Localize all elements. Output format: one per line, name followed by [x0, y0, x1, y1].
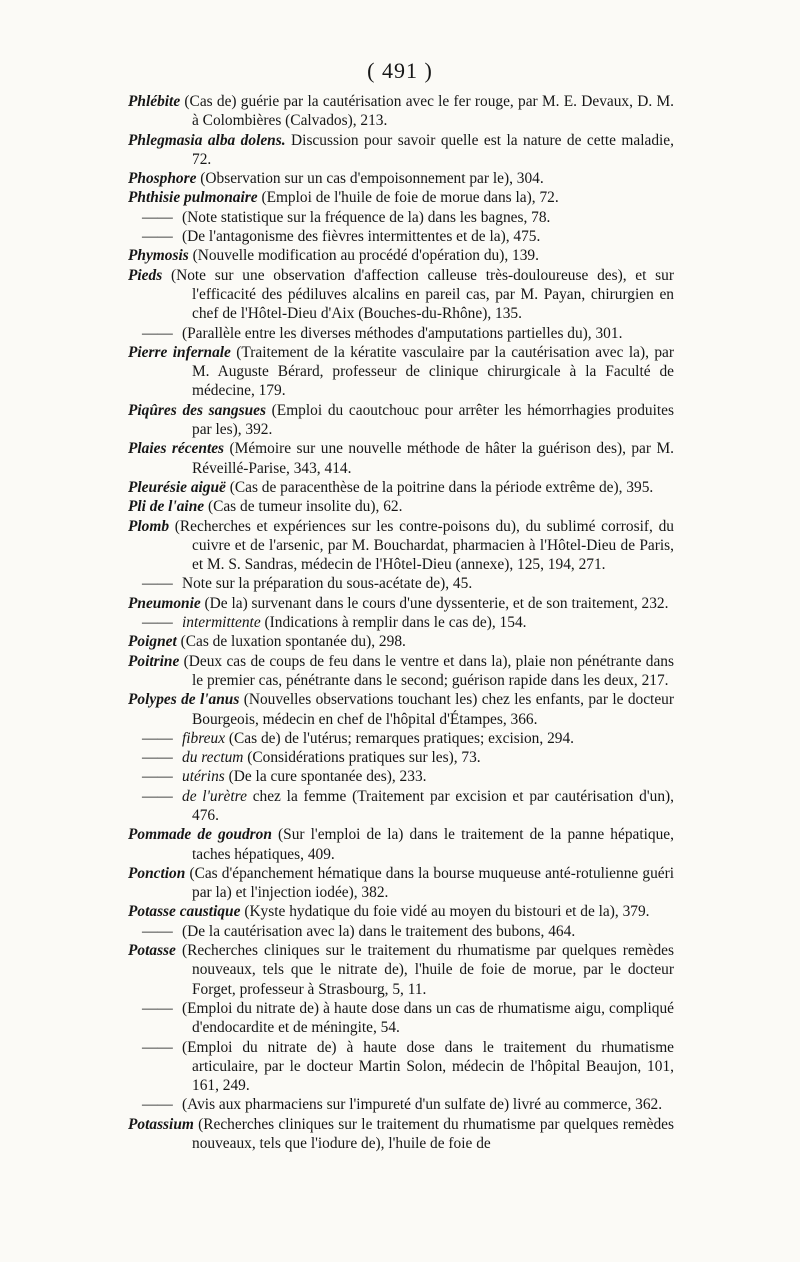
- index-entry: [128, 632, 674, 651]
- entry-term: Pneumonie: [128, 594, 201, 612]
- entry-text: (Emploi du caoutchouc pour arrêter les hémorrhagies produites par les), 392.: [192, 401, 674, 439]
- continuation-dash: ——: [142, 575, 173, 593]
- continuation-dash: ——: [142, 922, 173, 940]
- index-entry: [128, 497, 674, 516]
- entry-text: (Nouvelle modification au procédé d'opération du), 139.: [192, 247, 539, 265]
- entry-term: Plomb: [128, 517, 170, 535]
- index-entry: [128, 478, 674, 497]
- entry-term: fibreux: [182, 729, 226, 747]
- page-number: ( 491 ): [367, 58, 433, 83]
- index-entry: [128, 401, 674, 440]
- entry-text: (Deux cas de coups de feu dans le ventre et dans la), plaie non pénétrante dans le premier cas, pénétrante dans le second; guérison rapide dans les deux, 217.: [183, 652, 674, 689]
- entry-text: (Indications à remplir dans le cas de), 154.: [264, 614, 527, 632]
- continuation-dash: ——: [142, 999, 173, 1017]
- entry-text: (Cas de) guérie par la cautérisation avec le fer rouge, par M. E. Devaux, D. M. à Colombières (Calvados), 213.: [184, 93, 674, 130]
- entry-term: utérins: [182, 768, 225, 786]
- index-entry: [128, 690, 674, 729]
- entry-text: (Note sur une observation d'affection calleuse très-douloureuse des), et sur l'efficacité des pédiluves alcalins en pareil cas, par M. Payan, chirurgien en chef de l'Hôtel-Dieu d'Aix (Bouches-du-Rhône), 135.: [170, 266, 674, 323]
- entry-text: (Emploi du nitrate de) à haute dose dans un cas de rhumatisme aigu, compliqué d'endocardite et de méningite, 54.: [182, 999, 674, 1037]
- continuation-dash: ——: [142, 768, 173, 786]
- entry-text: (Observation sur un cas d'empoisonnement par le), 304.: [200, 170, 544, 188]
- continuation-dash: ——: [142, 749, 173, 767]
- index-entry: [128, 902, 674, 921]
- index-entry: [128, 652, 674, 691]
- entry-text: (Parallèle entre les diverses méthodes d'amputations partielles du), 301.: [182, 324, 623, 342]
- index-entry: [128, 343, 674, 401]
- entry-text: (Cas d'épanchement hématique dans la bourse muqueuse anté-rotulienne guéri par la) et l'injection iodée), 382.: [189, 864, 674, 902]
- index-entry: [128, 266, 674, 324]
- continuation-dash: ——: [142, 787, 173, 805]
- entry-term: Pierre infernale: [128, 343, 231, 361]
- entry-text: (Note statistique sur la fréquence de la) dans les bagnes, 78.: [182, 208, 551, 226]
- continuation-dash: ——: [142, 1038, 173, 1056]
- entry-term: Poitrine: [128, 652, 180, 670]
- index-entry: [128, 941, 674, 999]
- index-entry: [128, 131, 674, 170]
- entry-text: (Cas de tumeur insolite du), 62.: [207, 498, 403, 516]
- entry-term: Potasse caustique: [128, 903, 241, 921]
- entry-text: (De la) survenant dans le cours d'une dyssenterie, et de son traitement, 232.: [204, 594, 669, 612]
- index-entry: [128, 748, 674, 767]
- index-entry: [128, 613, 674, 632]
- entry-term: Phthisie pulmonaire: [128, 189, 258, 207]
- entry-term: Phymosis: [128, 247, 189, 265]
- index-entry: [128, 169, 674, 188]
- entry-term: Pieds: [128, 266, 163, 284]
- index-entry: [128, 1115, 674, 1154]
- entry-term: Potasse: [128, 942, 176, 960]
- continuation-dash: ——: [142, 208, 173, 226]
- entry-term: Polypes de l'anus: [128, 691, 240, 709]
- entry-term: Ponction: [128, 864, 186, 882]
- entry-text: (De l'antagonisme des fièvres intermittentes et de la), 475.: [182, 228, 541, 246]
- entry-text: (Recherches cliniques sur le traitement du rhumatisme par quelques remèdes nouveaux, tels que le nitrate de), l'huile de foie de morue, par le docteur Forget, professeur à Strasbourg, 5, 11.: [181, 942, 674, 998]
- index-entry: [128, 227, 674, 246]
- entry-text: (Recherches et expériences sur les contre-poisons du), du sublimé corrosif, du cuivre et de l'arsenic, par M. Bouchardat, pharmacien à l'Hôtel-Dieu de Paris, et M. S. Sandras, médecin de l'Hôtel-Dieu (annexe), 125, 194, 271.: [174, 517, 674, 574]
- entry-term: Plaies récentes: [128, 440, 225, 458]
- index-entry: [128, 246, 674, 265]
- entry-term: intermittente: [182, 614, 261, 632]
- index-entry: [128, 439, 674, 478]
- continuation-dash: ——: [142, 1096, 173, 1114]
- entry-text: (Cas de paracenthèse de la poitrine dans la période extrême de), 395.: [229, 478, 654, 496]
- entry-text: (Traitement de la kératite vasculaire par la cautérisation avec la), par M. Auguste Bérard, professeur de clinique chirurgicale à la Faculté de médecine, 179.: [192, 343, 674, 400]
- index-entry: [128, 517, 674, 575]
- index-entry: [128, 92, 674, 131]
- index-entry: [128, 1038, 674, 1096]
- entry-text: (De la cure spontanée des), 233.: [228, 768, 427, 786]
- entry-text: (Mémoire sur une nouvelle méthode de hâter la guérison des), par M. Réveillé-Parise, 343, 414.: [192, 440, 674, 477]
- index-entry: [128, 922, 674, 941]
- entry-term: Phosphore: [128, 170, 197, 188]
- entry-term: Pommade de goudron: [128, 826, 272, 844]
- entry-term: du rectum: [182, 749, 244, 767]
- entry-term: Potassium: [128, 1115, 194, 1133]
- index-entry: [128, 188, 674, 207]
- entry-term: Phlegmasia alba dolens.: [128, 131, 286, 149]
- entry-term: Piqûres des sangsues: [128, 401, 266, 419]
- index-entry: [128, 594, 674, 613]
- continuation-dash: ——: [142, 324, 173, 342]
- entry-term: Pleurésie aiguë: [128, 478, 226, 496]
- entry-text: (Considérations pratiques sur les), 73.: [247, 749, 481, 767]
- index-entry: [128, 208, 674, 227]
- index-entry: [128, 1095, 674, 1114]
- entry-text: (Kyste hydatique du foie vidé au moyen du bistouri et de la), 379.: [244, 903, 650, 921]
- entry-text: chez la femme (Traitement par excision et par cautérisation d'un), 476.: [192, 787, 674, 824]
- entry-term: de l'urètre: [182, 787, 247, 805]
- entry-term: Poignet: [128, 633, 177, 651]
- index-entry: [128, 574, 674, 593]
- entry-text: (Avis aux pharmaciens sur l'impureté d'un sulfate de) livré au commerce, 362.: [182, 1096, 663, 1114]
- entry-text: (Emploi de l'huile de foie de morue dans la), 72.: [261, 189, 559, 207]
- index-entry: [128, 767, 674, 786]
- index-entry: [128, 729, 674, 748]
- continuation-dash: ——: [142, 614, 173, 632]
- index-body: [128, 92, 674, 1153]
- entry-text: (De la cautérisation avec la) dans le traitement des bubons, 464.: [182, 922, 576, 940]
- index-entry: [128, 999, 674, 1038]
- entry-text: (Sur l'emploi de la) dans le traitement de la panne hépatique, taches hépatiques, 409.: [192, 826, 674, 863]
- continuation-dash: ——: [142, 228, 173, 246]
- entry-text: (Recherches cliniques sur le traitement du rhumatisme par quelques remèdes nouveaux, tels que l'iodure de), l'huile de foie de: [192, 1115, 674, 1153]
- entry-text: (Emploi du nitrate de) à haute dose dans le traitement du rhumatisme articulaire, par le docteur Martin Solon, médecin de l'hôpital Beaujon, 101, 161, 249.: [182, 1038, 674, 1095]
- entry-text: (Cas de luxation spontanée du), 298.: [180, 633, 406, 651]
- entry-text: (Cas de) de l'utérus; remarques pratiques; excision, 294.: [228, 729, 575, 747]
- index-entry: [128, 864, 674, 903]
- index-entry: [128, 787, 674, 826]
- entry-text: Discussion pour savoir quelle est la nature de cette maladie, 72.: [192, 131, 674, 168]
- entry-text: (Nouvelles observations touchant les) chez les enfants, par le docteur Bourgeois, médecin en chef de l'hôpital d'Étampes, 366.: [192, 691, 674, 728]
- continuation-dash: ——: [142, 729, 173, 747]
- entry-term: Phlébite: [128, 93, 181, 110]
- entry-text: Note sur la préparation du sous-acétate de), 45.: [182, 575, 473, 593]
- entry-term: Pli de l'aine: [128, 498, 205, 516]
- index-entry: [128, 324, 674, 343]
- index-entry: [128, 825, 674, 864]
